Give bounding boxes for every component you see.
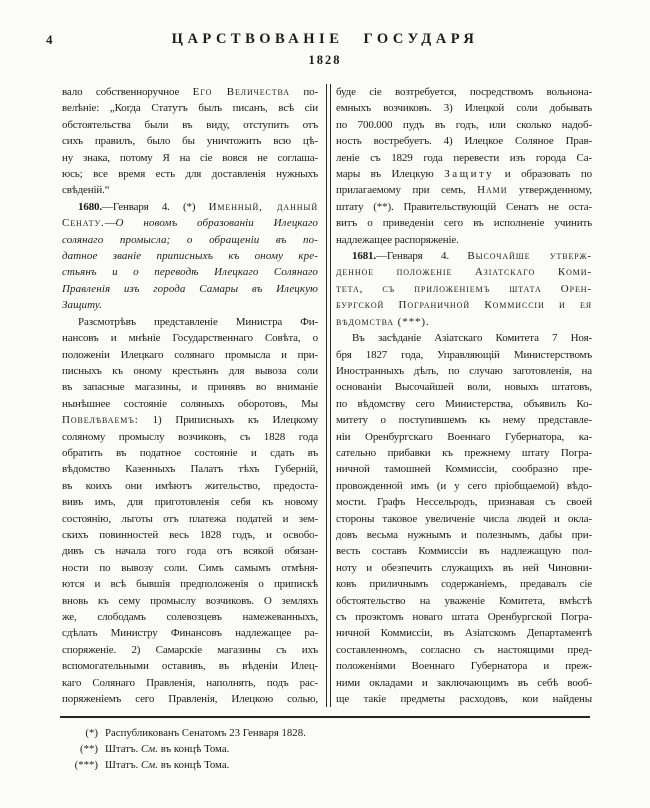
footnote-text: [105, 726, 306, 742]
text-run: Разсмотрѣвъ представленіе Министра Фи-: [78, 315, 318, 328]
text-run: солянаго промысла; о обращеніи въ по-: [62, 233, 318, 246]
text-line: [336, 166, 592, 182]
page-number: 4: [46, 32, 53, 47]
text-line: [336, 150, 592, 166]
text-run: обстоятельства были въ виду, отступить отъ: [62, 118, 318, 131]
text-line: [62, 215, 318, 231]
text-run: же, слободамъ солевозцевъ намежеванныхъ,: [62, 611, 318, 623]
text-columns: [62, 84, 592, 707]
text-run: прилагаемому при семъ,: [336, 184, 478, 197]
text-line: [336, 199, 592, 215]
text-line: [62, 314, 318, 330]
text-line: [62, 642, 318, 658]
text-run: денное положеніе Азіатскаго Коми-: [336, 266, 592, 279]
text-run: соляному промыслу возчиковъ, съ 1828 года: [62, 430, 318, 443]
column-divider: [326, 84, 331, 707]
text-line: [336, 379, 592, 395]
footnote-line: [54, 726, 650, 742]
text-line: [336, 347, 592, 363]
text-line: [62, 609, 318, 625]
text-line: [336, 642, 592, 658]
text-run: дивъ съ начала того года отъ всякой обязан-: [62, 545, 318, 558]
text-run: вивъ имъ, для приготовленія себя къ новому: [62, 496, 318, 509]
text-run: обратить въ податное состояніе и сдать въ: [62, 446, 318, 459]
text-run: Защиту.: [62, 299, 103, 312]
text-run: сдѣлать Министру Финансовъ надлежащее ра-: [62, 627, 318, 640]
text-run: и образовать по: [494, 168, 592, 181]
text-run: съ проэктомъ новаго штата Оренбургской Погра-: [336, 611, 592, 623]
text-run: свѣденій.“: [62, 184, 110, 197]
text-line: [62, 625, 318, 641]
text-run: основаніи Высочайшей воли, новыхъ штатовъ,: [336, 381, 592, 394]
text-line: [336, 117, 592, 133]
text-line: [62, 150, 318, 166]
text-line: [62, 330, 318, 346]
text-line: [62, 691, 318, 707]
text-run: Распубликованъ Сенатомъ 23 Генваря 1828.: [105, 727, 306, 740]
text-line: [336, 593, 592, 609]
text-run: Именный, данный: [208, 200, 318, 213]
footnote-rule: [60, 716, 590, 718]
text-line: [336, 429, 592, 445]
text-line: [336, 691, 592, 707]
text-run: скихъ повинностей весь 1828 годъ, и освобо-: [62, 528, 318, 541]
text-line: [62, 494, 318, 510]
paragraph: [336, 330, 592, 707]
text-line: [62, 232, 318, 248]
text-run: О новомъ образованіи Илецкаго: [115, 217, 318, 230]
text-line: [336, 232, 592, 248]
text-run: утвержденному,: [507, 184, 592, 197]
text-line: [62, 166, 318, 182]
text-line: [336, 675, 592, 691]
text-line: [62, 396, 318, 412]
text-line: [62, 461, 318, 477]
text-line: [336, 511, 592, 527]
text-run: ковъ приличнымъ содержаніемъ, предавалъ сіе: [336, 578, 592, 591]
text-run: вновь къ сему промыслу возчиковъ. О земляхъ: [62, 594, 318, 607]
text-run: состоянію, льготы отъ платежа податей и зем-: [62, 512, 318, 525]
text-run: Правленія изъ города Самары въ Илецкую: [62, 282, 318, 295]
text-line: [62, 117, 318, 133]
right-column: [336, 84, 592, 707]
text-run: въ запасные магазины, и принявъ во вниманіе: [62, 381, 318, 394]
text-run: ничной тамошней Коммиссіи, сообразно пре-: [336, 463, 592, 476]
text-run: составленномъ, согласно съ настоящими пред-: [336, 643, 592, 656]
text-line: [62, 347, 318, 363]
text-run: стороны таковое увеличеніе числа людей и окла-: [336, 512, 592, 525]
text-line: [62, 445, 318, 461]
text-line: [336, 281, 592, 297]
text-run: бургской Пограничной Коммиссіи и ея: [336, 299, 592, 312]
text-run: положеніи Илецкаго солянаго промысла и при-: [62, 348, 318, 361]
text-run: емныхъ возчиковъ. 3) Илецкой соли добывать: [336, 102, 592, 115]
text-line: [336, 248, 592, 264]
text-line: [336, 658, 592, 674]
text-run: ніи Оренбургскаго Военнаго Губернатора, ка-: [336, 430, 592, 443]
text-line: [336, 543, 592, 559]
text-line: [336, 363, 592, 379]
text-run: леніе съ 1829 года перевести изъ города Са-: [336, 151, 592, 164]
footnote-line: [54, 758, 650, 774]
text-run: тета, съ приложеніемъ штата Орен-: [336, 282, 592, 295]
text-run: ются и всѣ бывшія предположенія о припискѣ: [62, 578, 318, 591]
text-run: штату (**). Правительствующій Сенатъ не оста-: [336, 200, 592, 213]
footnote-marker: (**): [80, 743, 98, 756]
text-run: сательно прибавки къ прежнему штату Погра-: [336, 446, 592, 459]
text-line: [62, 675, 318, 691]
text-run: въ концѣ Тома.: [158, 758, 230, 771]
text-run: —Генваря 4.: [376, 250, 468, 263]
text-run: См.: [140, 743, 159, 756]
text-run: писныхъ къ оному крестьянъ для вывоза соли: [62, 364, 318, 377]
text-line: [62, 182, 318, 198]
text-run: юсь; все время есть для доставленія нужныхъ: [62, 168, 318, 181]
text-run: ности по вывозу соли. Симъ самымъ отмѣня-: [62, 561, 318, 574]
text-line: [62, 133, 318, 149]
text-run: мары въ Илецкую: [336, 168, 445, 181]
text-run: нансовъ и мнѣніе Государственнаго Совѣта, о: [62, 332, 318, 345]
text-line: [62, 576, 318, 592]
text-run: ще такіе предметы расходовъ, кои найдены: [336, 693, 592, 706]
text-line: [336, 396, 592, 412]
text-run: споряженіе. 2) Самарскіе магазины съ ихъ: [62, 643, 318, 656]
text-run: —Генваря 4. (*): [102, 200, 209, 213]
text-line: [62, 363, 318, 379]
text-run: мости. Графъ Нессельродъ, признавая съ своей: [336, 496, 592, 509]
text-run: Высочайше утверж-: [467, 250, 592, 263]
footnote-line: [54, 742, 650, 758]
text-line: [62, 379, 318, 395]
text-run: Повелѣваемъ:: [62, 414, 139, 427]
text-line: [62, 658, 318, 674]
text-line: [336, 215, 592, 231]
text-run: бря 1827 года, Управляющій Министерствомъ: [336, 348, 592, 361]
text-run: по 700.000 пудъ въ годъ, или сколько надоб-: [336, 118, 592, 131]
paragraph: [336, 84, 592, 248]
text-run: сихъ правилъ, было бы уничтожить всю цѣ-: [62, 135, 318, 148]
text-run: провожденной имъ (и у сего пріобщаемой) вѣдо-: [336, 479, 592, 492]
text-run: весть составъ Коммиссіи въ надлежащую пол-: [336, 545, 592, 558]
text-run: См.: [140, 758, 159, 771]
footnotes: [54, 726, 650, 773]
text-run: поряженіемъ сего Правленія, Илецкою солью,: [62, 693, 318, 706]
text-run: Нами: [477, 184, 508, 197]
text-run: въ концѣ Тома.: [158, 743, 230, 756]
text-run: нынѣшнее состояніе соляныхъ оборотовъ, Мы: [62, 397, 318, 410]
text-run: Защиту: [444, 168, 495, 181]
text-run: вѣдомство Казенныхъ Палатъ тѣхъ Губерній,: [62, 463, 318, 476]
text-run: ну знака, потому Я на сіе вовся не соглаша-: [62, 151, 318, 164]
paragraph: [62, 314, 318, 708]
text-run: Штатъ.: [105, 743, 141, 756]
text-run: буде сіе возтребуется, посредствомъ вольнона-: [336, 86, 592, 98]
text-run: Въ засѣданіе Азіатскаго Комитета 7 Ноя-: [352, 332, 592, 345]
left-column: [62, 84, 318, 707]
text-line: [62, 412, 318, 428]
text-run: ними окладами и заключающимъ въ себѣ вооб-: [336, 676, 592, 689]
text-run: положеніями Военнаго Губернатора и преж-: [336, 660, 592, 673]
text-line: [336, 576, 592, 592]
text-line: [62, 264, 318, 280]
footnote-text: [105, 742, 229, 758]
text-run: 1680.: [78, 200, 103, 213]
page-title: ЦАРСТВОВАНІЕ ГОСУДАРЯ: [171, 31, 479, 47]
text-run: ноту и обезпечить служащихъ въ ней Чиновни-: [336, 561, 592, 574]
text-line: [336, 494, 592, 510]
text-line: [62, 199, 318, 215]
text-line: [62, 593, 318, 609]
footnote-text: [105, 758, 229, 774]
text-run: ничной Коммиссіи, въ Азіатскомъ Департаментѣ: [336, 627, 592, 640]
text-line: [62, 429, 318, 445]
text-run: по-: [289, 86, 318, 98]
page-year: 1828: [308, 53, 342, 67]
paragraph: [62, 84, 318, 199]
text-line: [62, 100, 318, 116]
text-run: Иностранныхъ дѣлъ, по случаю заготовленія, на: [336, 364, 592, 377]
footnote-marker: (***): [74, 758, 98, 771]
text-run: Сенату.: [62, 217, 105, 230]
text-run: 1681.: [352, 250, 377, 263]
text-run: 1) Приписныхъ къ Илецкому: [138, 414, 318, 427]
text-line: [62, 543, 318, 559]
text-run: по вѣдомству сего Министерства, объявилъ Ко-: [336, 397, 592, 410]
text-run: надлежащее распоряженіе.: [336, 233, 459, 246]
text-run: Его Величества: [192, 86, 290, 98]
text-line: [336, 264, 592, 280]
text-line: [336, 100, 592, 116]
text-line: [336, 609, 592, 625]
text-line: [336, 330, 592, 346]
paragraph: [62, 199, 318, 314]
text-line: [62, 560, 318, 576]
footnote-marker: (*): [85, 727, 98, 740]
text-run: —: [104, 217, 116, 230]
text-line: [336, 445, 592, 461]
text-line: [336, 297, 592, 313]
text-run: велѣніе: „Когда Статутъ былъ писанъ, всѣ сіи: [62, 102, 318, 115]
text-line: [62, 84, 318, 100]
text-line: [336, 412, 592, 428]
text-run: вало собственноручное: [62, 86, 193, 98]
text-run: въ коихъ они имѣютъ жительство, предоста-: [62, 479, 318, 492]
text-run: Штатъ.: [105, 758, 141, 771]
text-line: [336, 527, 592, 543]
text-run: каго Солянаго Правленія, наполнять, подъ рас-: [62, 676, 318, 689]
text-line: [62, 248, 318, 264]
text-line: [62, 281, 318, 297]
text-line: [336, 625, 592, 641]
text-line: [336, 461, 592, 477]
text-run: стьянъ и о переводѣ Илецкаго Солянаго: [62, 266, 318, 279]
text-line: [62, 527, 318, 543]
text-run: вѣдомства (***).: [336, 315, 430, 328]
text-run: ность востребуетъ. 4) Илецкое Соляное Прав-: [336, 135, 592, 148]
text-run: митету о поступившемъ къ нему представле-: [336, 414, 592, 427]
text-line: [336, 478, 592, 494]
text-run: датное званіе приписныхъ къ оному кре-: [62, 250, 318, 263]
text-run: вспомогательными оставивъ, въ вѣденіи Илец-: [62, 660, 318, 673]
paragraph: [336, 248, 592, 330]
text-line: [62, 478, 318, 494]
text-run: обстоятельство на уваженіе Комитета, вмѣстѣ: [336, 594, 592, 607]
text-line: [62, 511, 318, 527]
text-line: [336, 84, 592, 100]
text-run: довъ весьма нужнымъ и полезнымъ, дабы при-: [336, 528, 592, 541]
text-run: витъ о приведеніи сего въ исполненіе учинить: [336, 217, 592, 230]
text-line: [336, 560, 592, 576]
text-line: [336, 314, 592, 330]
text-line: [336, 133, 592, 149]
text-line: [62, 297, 318, 313]
text-line: [336, 182, 592, 198]
